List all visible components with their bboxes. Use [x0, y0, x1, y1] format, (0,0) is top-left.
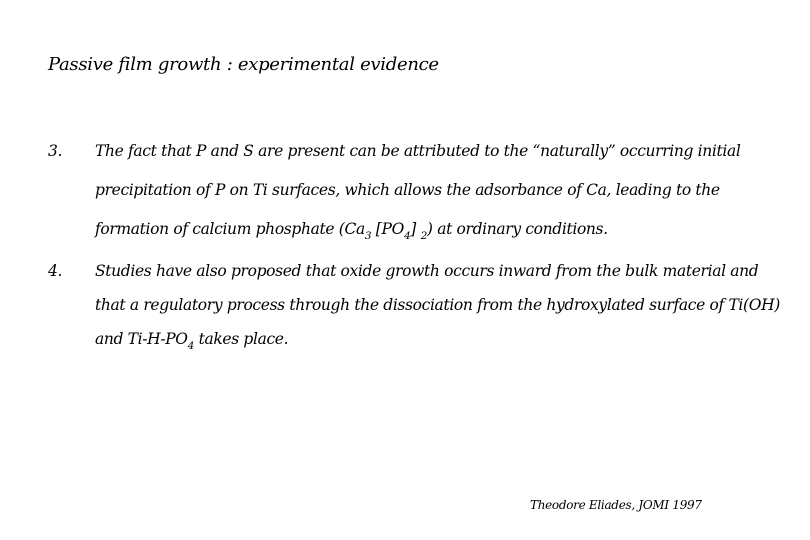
item-text	[95, 262, 785, 364]
item-line: Studies have also proposed that oxide growth occurs inward from the bulk material and	[95, 262, 759, 280]
item-line	[95, 330, 785, 364]
subscript: 4	[187, 340, 194, 352]
text-run: ]	[410, 220, 421, 238]
item-line: precipitation of P on Ti surfaces, which allows the adsorbance of Ca, leading to the	[95, 181, 720, 199]
item-number: 3.	[48, 142, 63, 160]
text-run: and Ti-H-PO	[95, 330, 188, 348]
subscript: 2	[420, 230, 427, 242]
text-run: formation of calcium phosphate (Ca	[95, 220, 365, 238]
item-line: that a regulatory process through the dissociation from the hydroxylated surface of Ti(OH)	[95, 296, 780, 314]
item-number: 4.	[48, 262, 63, 280]
item-line: The fact that P and S are present can be attributed to the “naturally” occurring initial	[95, 142, 741, 160]
item-text	[95, 142, 785, 259]
text-run: ) at ordinary conditions.	[426, 220, 608, 238]
item-line	[95, 220, 785, 259]
text-run: takes place.	[194, 330, 289, 348]
text-run: [PO	[371, 220, 404, 238]
citation: Theodore Eliades, JOMI 1997	[530, 498, 702, 512]
slide-title: Passive film growth : experimental evidence	[48, 54, 439, 75]
subscript: 4	[403, 230, 411, 242]
subscript: 3	[364, 230, 372, 242]
